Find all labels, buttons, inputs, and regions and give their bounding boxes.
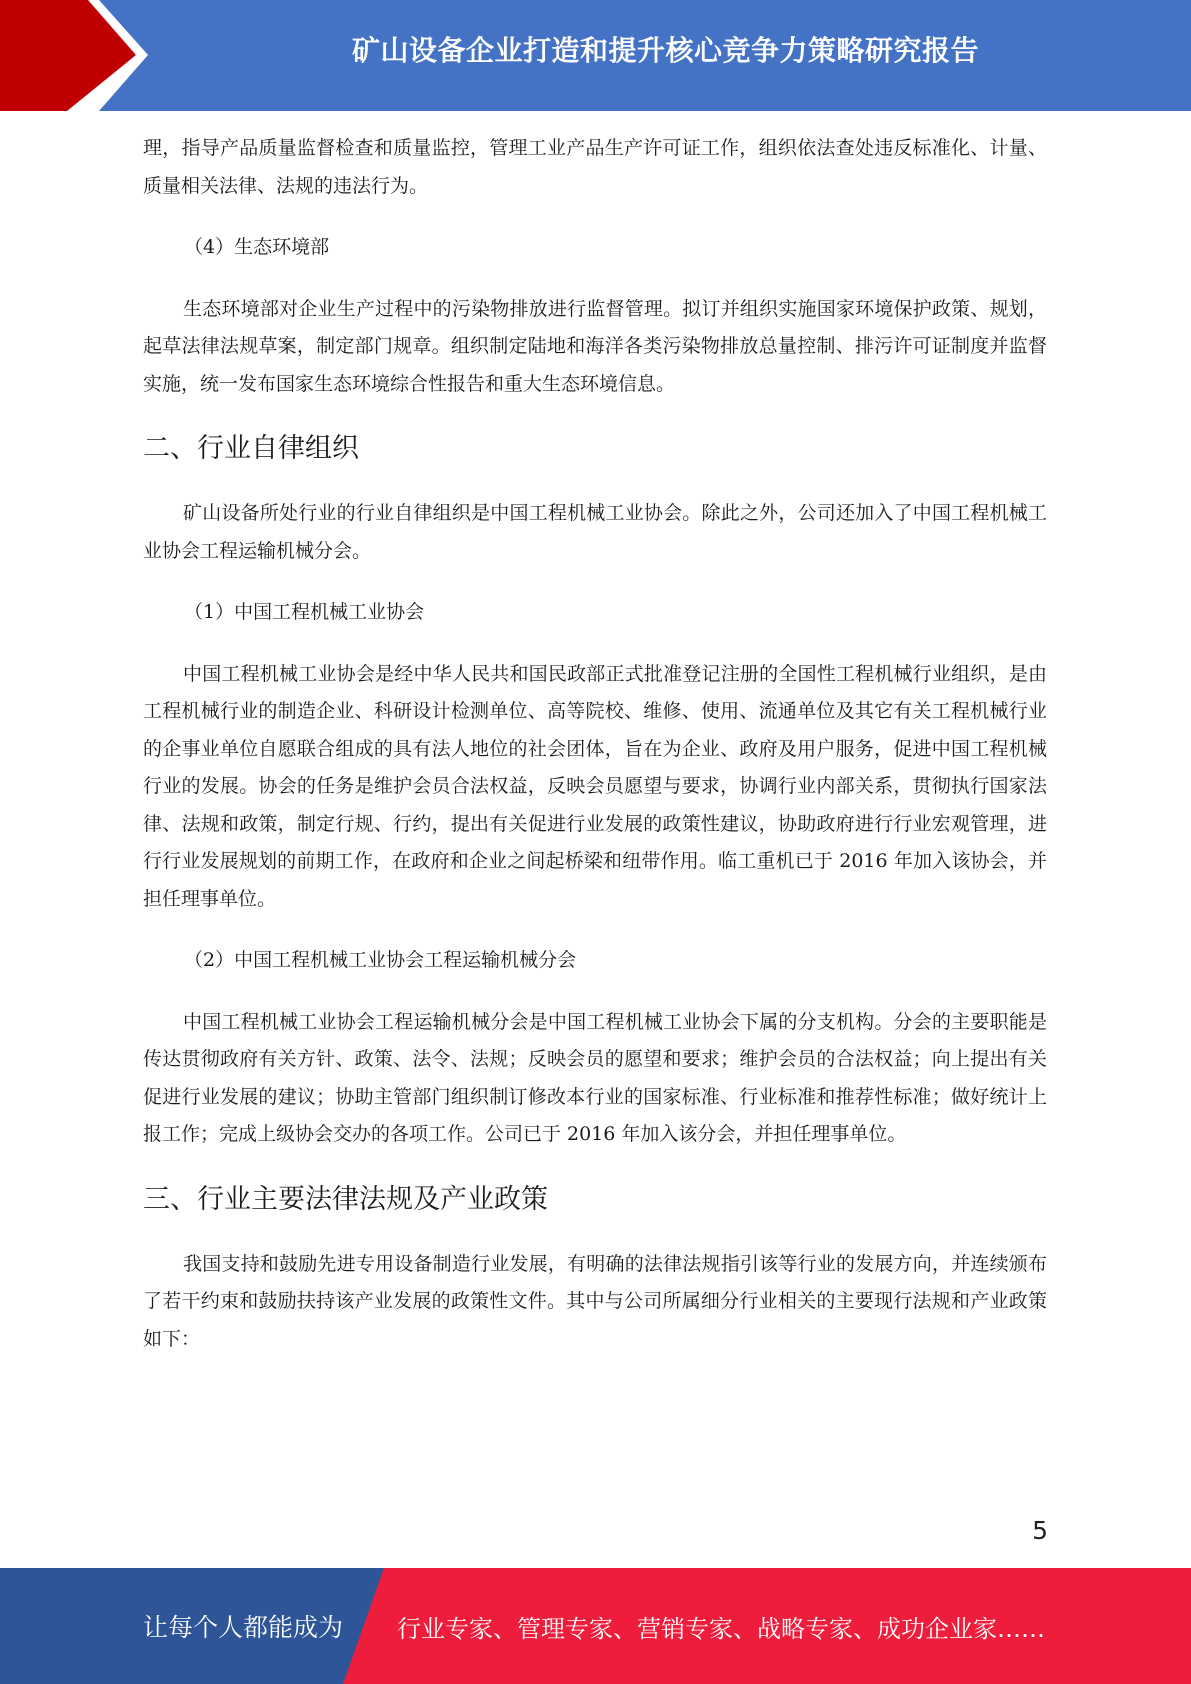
- footer-slogan-right: 行业专家、管理专家、营销专家、战略专家、成功企业家……: [397, 1614, 1045, 1643]
- paragraph-self-regulation: 矿山设备所处行业的行业自律组织是中国工程机械工业协会。除此之外，公司还加入了中国工程机械工业协会工程运输机械分会。: [143, 502, 1047, 562]
- subheading-transport-branch: （2）中国工程机械工业协会工程运输机械分会: [184, 949, 577, 971]
- page-header: [0, 0, 1191, 111]
- paragraph-transport-branch: 中国工程机械工业协会工程运输机械分会是中国工程机械工业协会下属的分支机构。分会的主要职能是传达贯彻政府有关方针、政策、法令、法规；反映会员的愿望和要求；维护会员的合法权益；向上提出有关促进行业发展的建议；协助主管部门组织制订修改本行业的国家标准、行业标准和推荐性标准；做好统计上报工作；完成上级协会交办的各项工作。公司已于 2016 年加入该分会，并担任理事单位。: [143, 1010, 1047, 1145]
- section-heading-self-regulation: 二、行业自律组织: [143, 433, 359, 464]
- paragraph-ecology-ministry: 生态环境部对企业生产过程中的污染物排放进行监督管理。拟订并组织实施国家环境保护政策、规划，起草法律法规草案，制定部门规章。组织制定陆地和海洋各类污染物排放总量控制、排污许可证制度并监督实施，统一发布国家生态环境综合性报告和重大生态环境信息。: [143, 297, 1047, 395]
- page-number: 5: [1032, 1516, 1048, 1545]
- paragraph-cmca: 中国工程机械工业协会是经中华人民共和国民政部正式批准登记注册的全国性工程机械行业组织，是由工程机械行业的制造企业、科研设计检测单位、高等院校、维修、使用、流通单位及其它有关工程机械行业的企事业单位自愿联合组成的具有法人地位的社会团体，旨在为企业、政府及用户服务，促进中国工程机械行业的发展。协会的任务是维护会员合法权益，反映会员愿望与要求，协调行业内部关系，贯彻执行国家法律、法规和政策，制定行规、行约，提出有关促进行业发展的政策性建议，协助政府进行行业宏观管理，进行行业发展规划的前期工作，在政府和企业之间起桥梁和纽带作用。临工重机已于 2016 年加入该协会，并担任理事单位。: [143, 662, 1047, 910]
- section-heading-laws-policies: 三、行业主要法律法规及产业政策: [143, 1183, 548, 1215]
- subheading-cmca: （1）中国工程机械工业协会: [184, 601, 425, 623]
- header-chevron-icon: [0, 0, 160, 111]
- document-title: 矿山设备企业打造和提升核心竞争力策略研究报告: [351, 34, 979, 67]
- paragraph-intro: 理，指导产品质量监督检查和质量监控，管理工业产品生产许可证工作，组织依法查处违反标准化、计量、质量相关法律、法规的违法行为。: [143, 137, 1047, 197]
- page-footer: [0, 1568, 1191, 1684]
- document-body: [143, 130, 1047, 1358]
- subheading-ecology-ministry: （4）生态环境部: [184, 236, 330, 258]
- footer-slogan-left: 让每个人都能成为: [143, 1613, 344, 1642]
- paragraph-laws-policies: 我国支持和鼓励先进专用设备制造行业发展，有明确的法律法规指引该等行业的发展方向，并连续颁布了若干约束和鼓励扶持该产业发展的政策性文件。其中与公司所属细分行业相关的主要现行法规和产业政策如下：: [143, 1252, 1047, 1350]
